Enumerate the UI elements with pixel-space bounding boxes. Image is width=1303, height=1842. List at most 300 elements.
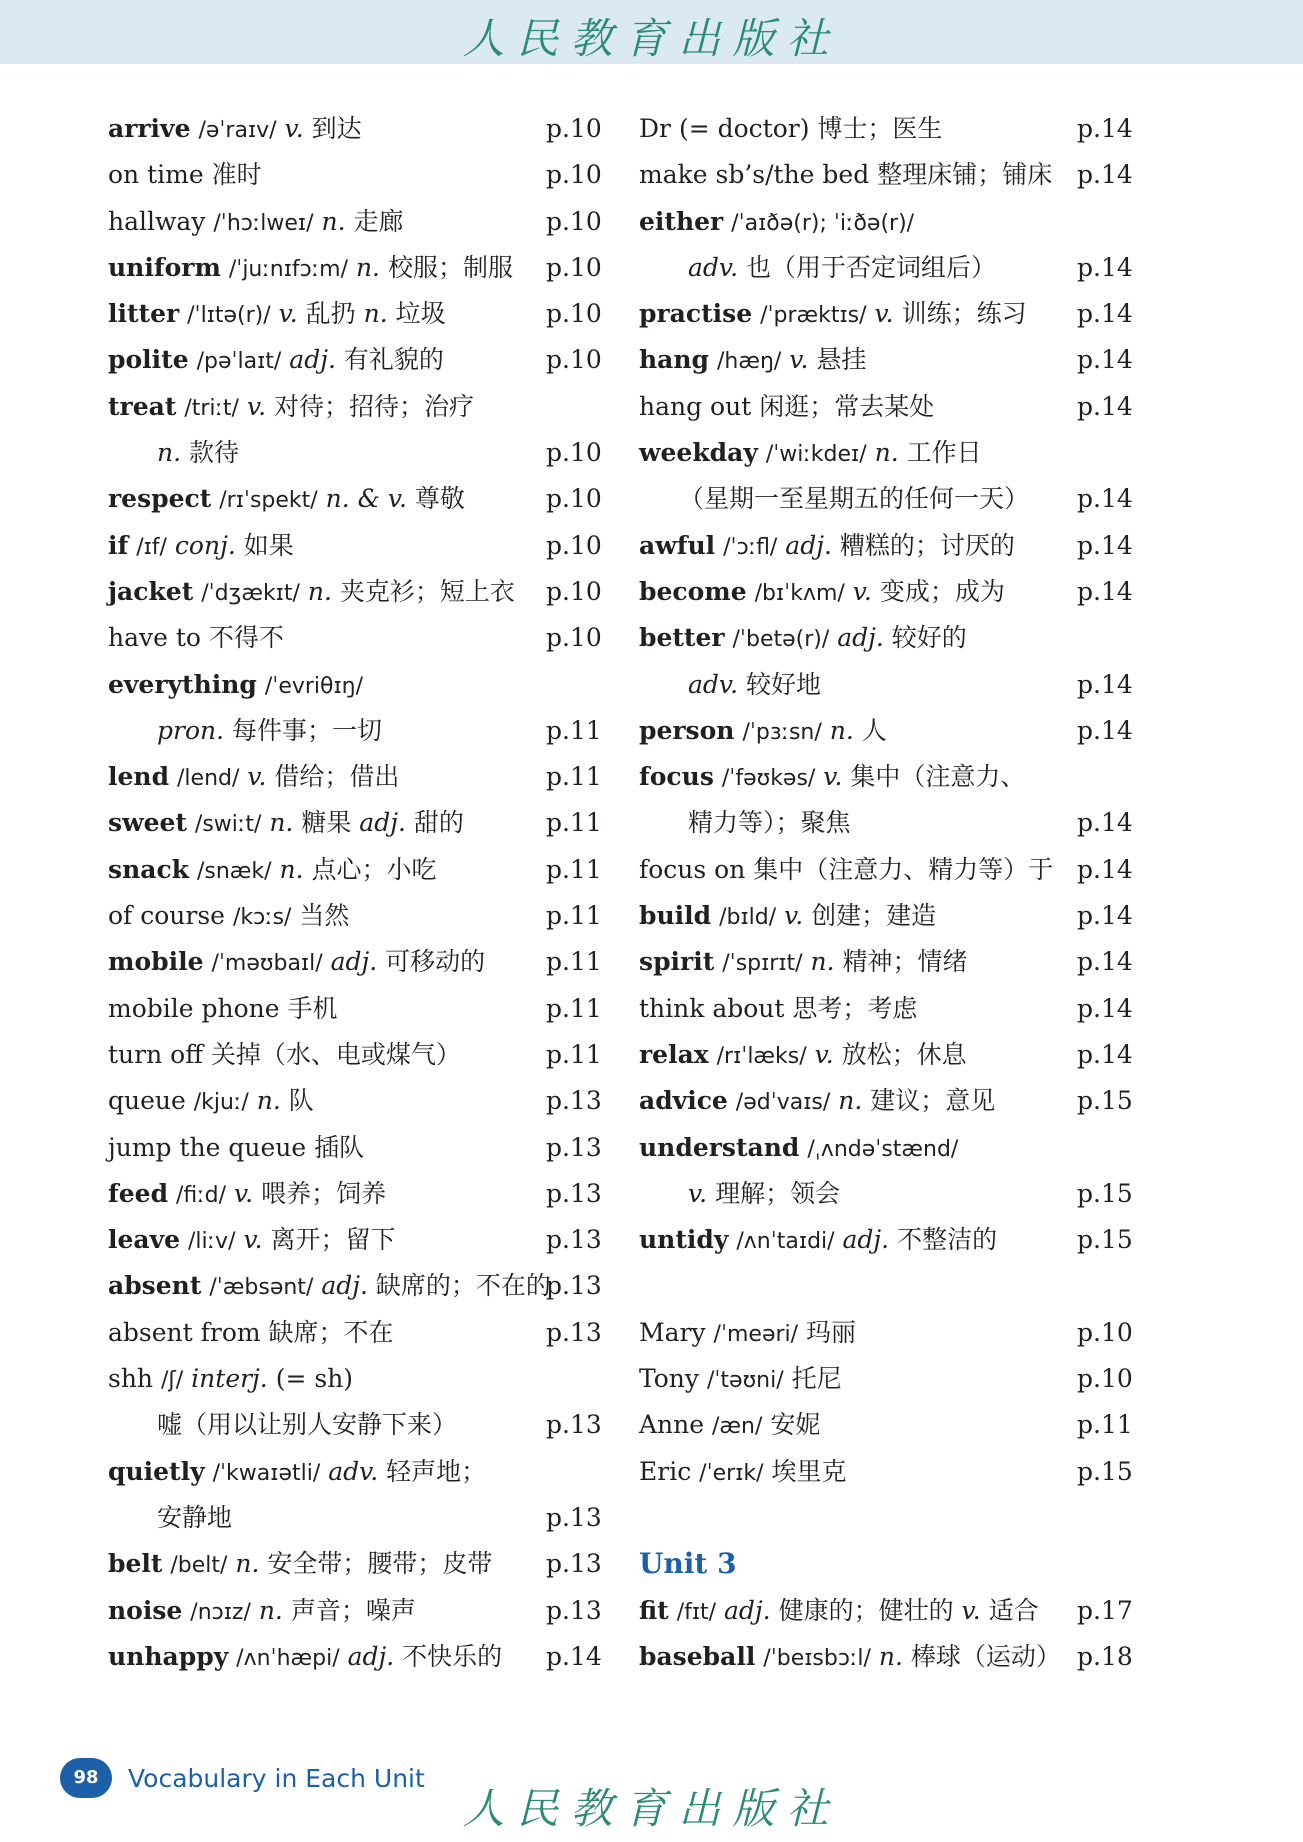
left-row — [108, 152, 602, 198]
page-reference: p.14 — [1077, 530, 1133, 560]
headword: relax — [639, 1039, 709, 1069]
vocab-entry — [157, 1495, 232, 1541]
meaning: 整理床铺；铺床 — [877, 160, 1053, 190]
phonetic: /bɪld/ — [719, 905, 777, 931]
meaning: 不得不 — [208, 623, 284, 653]
left-row — [108, 800, 602, 846]
headword: quietly — [108, 1456, 205, 1486]
part-of-speech: v. — [823, 762, 843, 792]
meaning: 集中（注意力、精力等）于 — [753, 854, 1054, 884]
meaning: 垃圾 — [395, 299, 446, 329]
left-row — [108, 1217, 602, 1263]
phonetic: /rɪˈlæks/ — [716, 1043, 807, 1069]
meaning: 精力等）；聚焦 — [688, 808, 851, 838]
meaning: 对待；招待；治疗 — [274, 391, 475, 421]
vocab-entry — [639, 384, 934, 430]
vocab-entry — [639, 893, 936, 941]
phonetic: /ʌnˈtaɪdi/ — [736, 1229, 835, 1255]
phrase: of course — [108, 901, 225, 931]
vocab-entry — [639, 152, 1052, 198]
right-row — [639, 291, 1133, 337]
vocab-entry — [639, 430, 982, 478]
meaning: 不整洁的 — [897, 1225, 998, 1255]
page-reference: p.10 — [546, 623, 602, 653]
meaning: 手机 — [287, 993, 338, 1023]
phonetic: /nɔɪz/ — [190, 1599, 251, 1625]
vocab-entry — [108, 615, 284, 661]
meaning: 理解；领会 — [715, 1178, 841, 1208]
meaning: 缺席；不在 — [268, 1317, 394, 1347]
meaning: 闲逛；常去某处 — [759, 391, 935, 421]
page-reference: p.14 — [1077, 947, 1133, 977]
page-reference: p.10 — [546, 160, 602, 190]
vocab-entry — [639, 199, 914, 247]
part-of-speech: n. — [256, 1086, 281, 1116]
part-of-speech: n. — [235, 1549, 260, 1579]
phonetic: /kɔːs/ — [232, 905, 292, 931]
right-row — [639, 1217, 1133, 1263]
vocab-entry — [108, 893, 349, 941]
vocab-entry — [108, 800, 464, 848]
vocab-entry — [639, 1588, 1039, 1636]
meaning: 较好的 — [891, 623, 967, 653]
headword: become — [639, 576, 747, 606]
left-row — [108, 662, 602, 708]
right-row — [639, 152, 1133, 198]
page-reference: p.11 — [546, 715, 602, 745]
page-reference: p.15 — [1077, 1456, 1133, 1486]
headword: mobile — [108, 947, 204, 977]
vocab-entry — [108, 1171, 386, 1219]
page-reference: p.13 — [546, 1549, 602, 1579]
vocab-entry — [108, 569, 515, 617]
part-of-speech: interj. — [191, 1364, 268, 1394]
right-row — [639, 986, 1133, 1032]
vocab-entry — [157, 708, 382, 754]
phrase: queue — [108, 1086, 186, 1116]
left-row — [108, 939, 602, 985]
vocab-entry — [157, 1402, 457, 1448]
part-of-speech: v. — [234, 1178, 254, 1208]
page-reference: p.10 — [546, 438, 602, 468]
phonetic: /lend/ — [177, 766, 240, 792]
phonetic: /swiːt/ — [194, 812, 262, 838]
page-reference: p.13 — [546, 1317, 602, 1347]
headword: sweet — [108, 808, 187, 838]
page-reference: p.14 — [1077, 345, 1133, 375]
phrase: shh — [108, 1364, 154, 1394]
part-of-speech: v. — [284, 114, 304, 143]
headword: practise — [639, 299, 753, 329]
phonetic: /ʃ/ — [161, 1368, 184, 1394]
meaning: 玛丽 — [806, 1317, 857, 1347]
headword: understand — [639, 1132, 800, 1162]
page-reference: p.10 — [546, 484, 602, 514]
part-of-speech: n. — [874, 438, 899, 468]
meaning: 健康的；健壮的 — [778, 1595, 954, 1625]
page-reference: p.14 — [1077, 299, 1133, 329]
left-row — [108, 430, 602, 476]
meaning: 声音；噪声 — [290, 1595, 416, 1625]
headword: treat — [108, 391, 177, 421]
meaning: 也（用于否定词组后） — [745, 252, 996, 282]
vocab-column-left — [108, 106, 602, 1680]
meaning: 借给；借出 — [274, 762, 400, 792]
meaning: 糟糕的；讨厌的 — [839, 530, 1015, 560]
page-reference: p.10 — [546, 299, 602, 329]
vocab-entry — [108, 152, 262, 198]
meaning: 精神；情绪 — [842, 947, 968, 977]
headword: everything — [108, 669, 257, 699]
headword: fit — [639, 1595, 669, 1625]
footer-section-label: Vocabulary in Each Unit — [128, 1764, 425, 1793]
vocab-entry — [108, 199, 404, 247]
part-of-speech: v. — [784, 901, 804, 931]
unit-heading: Unit 3 — [639, 1547, 737, 1581]
meaning: 有礼貌的 — [343, 345, 444, 375]
part-of-speech: v. — [814, 1039, 834, 1069]
left-row — [108, 291, 602, 337]
headword: person — [639, 715, 735, 745]
meaning: 埃里克 — [771, 1456, 847, 1486]
left-row — [108, 893, 602, 939]
page-reference: p.15 — [1077, 1086, 1133, 1116]
right-row — [639, 1541, 1133, 1587]
left-row — [108, 1310, 602, 1356]
meaning: 托尼 — [791, 1364, 842, 1394]
vocab-entry — [108, 291, 446, 339]
phrase: hang out — [639, 391, 752, 421]
phonetic: /ˈwiːkdeɪ/ — [765, 442, 867, 468]
phrase: focus on — [639, 854, 746, 884]
phonetic: /ˈdʒækɪt/ — [201, 580, 300, 606]
right-row — [639, 1263, 1133, 1309]
left-row — [108, 1402, 602, 1448]
meaning: 思考；考虑 — [792, 993, 918, 1023]
vocab-entry — [688, 662, 821, 708]
vocab-entry — [639, 986, 917, 1032]
part-of-speech: v. — [247, 762, 267, 792]
page-reference: p.10 — [1077, 1364, 1133, 1394]
page-reference: p.10 — [1077, 1317, 1133, 1347]
right-row — [639, 1310, 1133, 1356]
vocab-entry — [639, 1078, 995, 1126]
vocab-entry — [108, 754, 399, 802]
vocab-entry — [108, 106, 362, 154]
meaning: 不快乐的 — [402, 1641, 503, 1671]
meaning: 每件事；一切 — [232, 715, 383, 745]
phrase: Dr (= doctor) — [639, 114, 810, 143]
right-row — [639, 569, 1133, 615]
phrase: make sb’s/the bed — [639, 160, 870, 190]
meaning: 如果 — [243, 530, 294, 560]
vocab-entry — [108, 245, 513, 293]
vocab-entry — [108, 1032, 461, 1078]
part-of-speech: adj. — [724, 1595, 771, 1625]
right-row — [639, 1125, 1133, 1171]
phonetic: /æn/ — [712, 1414, 763, 1440]
meaning: 安静地 — [157, 1502, 233, 1532]
phrase: Eric — [639, 1456, 692, 1486]
vocab-entry — [639, 1634, 1061, 1682]
part-of-speech: adj. — [289, 345, 336, 375]
headword: untidy — [639, 1225, 729, 1255]
meaning: 适合 — [988, 1595, 1039, 1625]
phonetic: /hæŋ/ — [717, 349, 782, 375]
phonetic: /ˈbetə(r)/ — [732, 627, 830, 653]
page-reference: p.14 — [1077, 160, 1133, 190]
vocab-entry — [108, 337, 444, 385]
right-row — [639, 1495, 1133, 1541]
phonetic: /fiːd/ — [176, 1182, 227, 1208]
headword: jacket — [108, 576, 194, 606]
phonetic: /ˈfəʊkəs/ — [721, 766, 816, 792]
phrase: have to — [108, 623, 201, 653]
page-reference: p.13 — [546, 1086, 602, 1116]
page-reference: p.14 — [1077, 484, 1133, 514]
phonetic: /kjuː/ — [193, 1090, 249, 1116]
left-row — [108, 523, 602, 569]
vocab-entry — [639, 847, 1053, 893]
phrase: think about — [639, 993, 785, 1023]
left-row — [108, 1588, 602, 1634]
page-reference: p.10 — [546, 206, 602, 236]
right-row — [639, 1078, 1133, 1124]
meaning: 人 — [861, 715, 887, 745]
meaning: 安全带；腰带；皮带 — [267, 1549, 493, 1579]
page-reference: p.15 — [1077, 1225, 1133, 1255]
page-reference: p.11 — [546, 993, 602, 1023]
left-row — [108, 384, 602, 430]
meaning: 走廊 — [353, 206, 404, 236]
publisher-logo: 人民教育出版社 — [462, 14, 841, 63]
meaning: 关掉（水、电或煤气） — [210, 1039, 461, 1069]
headword: either — [639, 206, 724, 236]
right-row — [639, 430, 1133, 476]
vocab-entry — [639, 291, 1027, 339]
phonetic: /ˈjuːnɪfɔːm/ — [228, 256, 348, 282]
part-of-speech: adv. — [328, 1456, 379, 1486]
page-reference: p.14 — [1077, 808, 1133, 838]
part-of-speech: v. — [961, 1595, 981, 1625]
page-reference: p.11 — [1077, 1410, 1133, 1440]
right-row — [639, 754, 1133, 800]
vocab-entry — [639, 1125, 958, 1173]
headword: better — [639, 623, 725, 653]
right-row — [639, 245, 1133, 291]
headword: spirit — [639, 947, 715, 977]
left-row — [108, 1495, 602, 1541]
phonetic: /ˈæbsənt/ — [209, 1275, 314, 1301]
headword: snack — [108, 854, 189, 884]
left-row — [108, 1541, 602, 1587]
page-reference: p.14 — [1077, 715, 1133, 745]
phonetic: /ˈmeəri/ — [713, 1321, 799, 1347]
part-of-speech: adj. — [321, 1271, 368, 1301]
left-row — [108, 986, 602, 1032]
phrase: hallway — [108, 206, 206, 236]
right-row — [639, 708, 1133, 754]
phonetic: /ˈaɪðə(r); ˈiːðə(r)/ — [731, 210, 915, 236]
headword: uniform — [108, 252, 221, 282]
phonetic: /ˈlɪtə(r)/ — [187, 303, 271, 329]
meaning: 甜的 — [413, 808, 464, 838]
vocab-entry — [108, 847, 437, 895]
part-of-speech: n. — [279, 854, 304, 884]
meaning: 可移动的 — [385, 947, 486, 977]
phonetic: /snæk/ — [196, 858, 272, 884]
meaning: 博士；医生 — [817, 114, 943, 143]
vocab-entry — [688, 800, 851, 846]
part-of-speech: n. — [838, 1086, 863, 1116]
headword: baseball — [639, 1641, 756, 1671]
left-row — [108, 1032, 602, 1078]
phonetic: /ˈbeɪsbɔːl/ — [763, 1645, 871, 1671]
left-row — [108, 1356, 602, 1402]
meaning: 当然 — [299, 901, 350, 931]
headword: leave — [108, 1225, 181, 1255]
vocab-entry — [639, 615, 967, 663]
meaning: 点心；小吃 — [311, 854, 437, 884]
part-of-speech: adv. — [688, 252, 739, 282]
page-reference: p.14 — [1077, 854, 1133, 884]
part-of-speech: n. — [355, 252, 381, 282]
headword: arrive — [108, 114, 191, 143]
meaning: 准时 — [211, 160, 262, 190]
page-reference: p.14 — [1077, 391, 1133, 421]
headword: feed — [108, 1178, 169, 1208]
vocab-entry — [679, 476, 1029, 522]
phonetic: /ˈpɜːsn/ — [742, 719, 822, 745]
vocab-entry — [639, 523, 1015, 571]
right-row — [639, 662, 1133, 708]
vocab-entry — [639, 1217, 997, 1265]
right-row — [639, 106, 1133, 152]
phonetic: /triːt/ — [184, 395, 239, 421]
phonetic: /ˈhɔːlweɪ/ — [213, 210, 314, 236]
left-row — [108, 1449, 602, 1495]
left-row — [108, 199, 602, 245]
phrase: Anne — [639, 1410, 705, 1440]
part-of-speech: adj. — [359, 808, 406, 838]
part-of-speech: adj. — [330, 947, 378, 977]
meaning: 嘘（用以让别人安静下来） — [157, 1410, 458, 1440]
headword: respect — [108, 484, 212, 514]
left-row — [108, 847, 602, 893]
part-of-speech: adj. — [347, 1641, 395, 1671]
page-reference: p.10 — [546, 345, 602, 375]
left-row — [108, 1171, 602, 1217]
vocab-entry — [108, 523, 294, 571]
phonetic: /pəˈlaɪt/ — [196, 349, 282, 375]
page-reference: p.15 — [1077, 1178, 1133, 1208]
right-row — [639, 476, 1133, 522]
phonetic: /ˈerɪk/ — [699, 1460, 764, 1486]
phonetic: /ɪf/ — [136, 534, 167, 560]
part-of-speech: v. — [246, 391, 267, 421]
vocab-entry — [639, 569, 1005, 617]
part-of-speech: pron. — [157, 715, 225, 745]
meaning: 乱扔 — [305, 299, 356, 329]
meaning: 集中（注意力、 — [850, 762, 1026, 792]
page-number-badge: 98 — [60, 1758, 112, 1798]
headword: unhappy — [108, 1641, 229, 1671]
part-of-speech: v. — [243, 1225, 263, 1255]
headword: awful — [639, 530, 716, 560]
phonetic: /rɪˈspekt/ — [219, 488, 318, 514]
left-row — [108, 615, 602, 661]
phrase: absent from — [108, 1317, 261, 1347]
page-reference: p.10 — [546, 530, 602, 560]
vocab-entry — [688, 245, 996, 291]
meaning: 插队 — [314, 1132, 365, 1162]
page-reference: p.13 — [546, 1178, 602, 1208]
vocab-entry — [108, 1356, 353, 1404]
meaning: 创建；建造 — [811, 901, 937, 931]
page-reference: p.11 — [546, 808, 602, 838]
vocab-entry — [108, 1449, 486, 1497]
vocab-entry — [108, 939, 485, 987]
headword: absent — [108, 1271, 202, 1301]
left-row — [108, 754, 602, 800]
phonetic: /ˈpræktɪs/ — [760, 303, 867, 329]
phonetic: /ˈspɪrɪt/ — [722, 951, 803, 977]
left-row — [108, 1125, 602, 1171]
right-row — [639, 893, 1133, 939]
part-of-speech: n. — [810, 947, 835, 977]
right-row — [639, 1588, 1133, 1634]
vocab-entry — [108, 1263, 551, 1311]
vocab-entry — [108, 1078, 314, 1126]
page-reference: p.14 — [546, 1641, 602, 1671]
meaning: 离开；留下 — [270, 1225, 396, 1255]
vocab-entry — [639, 1310, 856, 1358]
page-reference: p.14 — [1077, 901, 1133, 931]
right-row — [639, 337, 1133, 383]
meaning: 尊敬 — [414, 484, 465, 514]
headword: if — [108, 530, 129, 560]
page-reference: p.10 — [546, 114, 602, 143]
headword: weekday — [639, 438, 758, 468]
headword: noise — [108, 1595, 183, 1625]
vocab-entry — [108, 1217, 396, 1265]
right-row — [639, 1032, 1133, 1078]
phonetic: /liːv/ — [188, 1229, 236, 1255]
meaning: 工作日 — [906, 438, 982, 468]
meaning: 款待 — [189, 438, 240, 468]
publisher-logo-footer: 人民教育出版社 — [462, 1784, 841, 1833]
meaning: 缺席的；不在的 — [375, 1271, 551, 1301]
meaning: 队 — [288, 1086, 314, 1116]
meaning: 变成；成为 — [879, 576, 1005, 606]
right-row — [639, 615, 1133, 661]
right-row — [639, 1449, 1133, 1495]
left-row — [108, 337, 602, 383]
part-of-speech: n. — [829, 715, 854, 745]
page-reference: p.13 — [546, 1595, 602, 1625]
page-reference: p.14 — [1077, 114, 1133, 143]
part-of-speech: v. — [688, 1178, 708, 1208]
vocab-entry — [688, 1171, 840, 1217]
left-row — [108, 245, 602, 291]
vocab-entry — [108, 986, 338, 1032]
page-reference: p.14 — [1077, 993, 1133, 1023]
page-reference: p.14 — [1077, 669, 1133, 699]
left-row — [108, 476, 602, 522]
part-of-speech: v. — [874, 299, 894, 329]
meaning: 棒球（运动） — [910, 1641, 1061, 1671]
meaning: 建议；意见 — [870, 1086, 996, 1116]
